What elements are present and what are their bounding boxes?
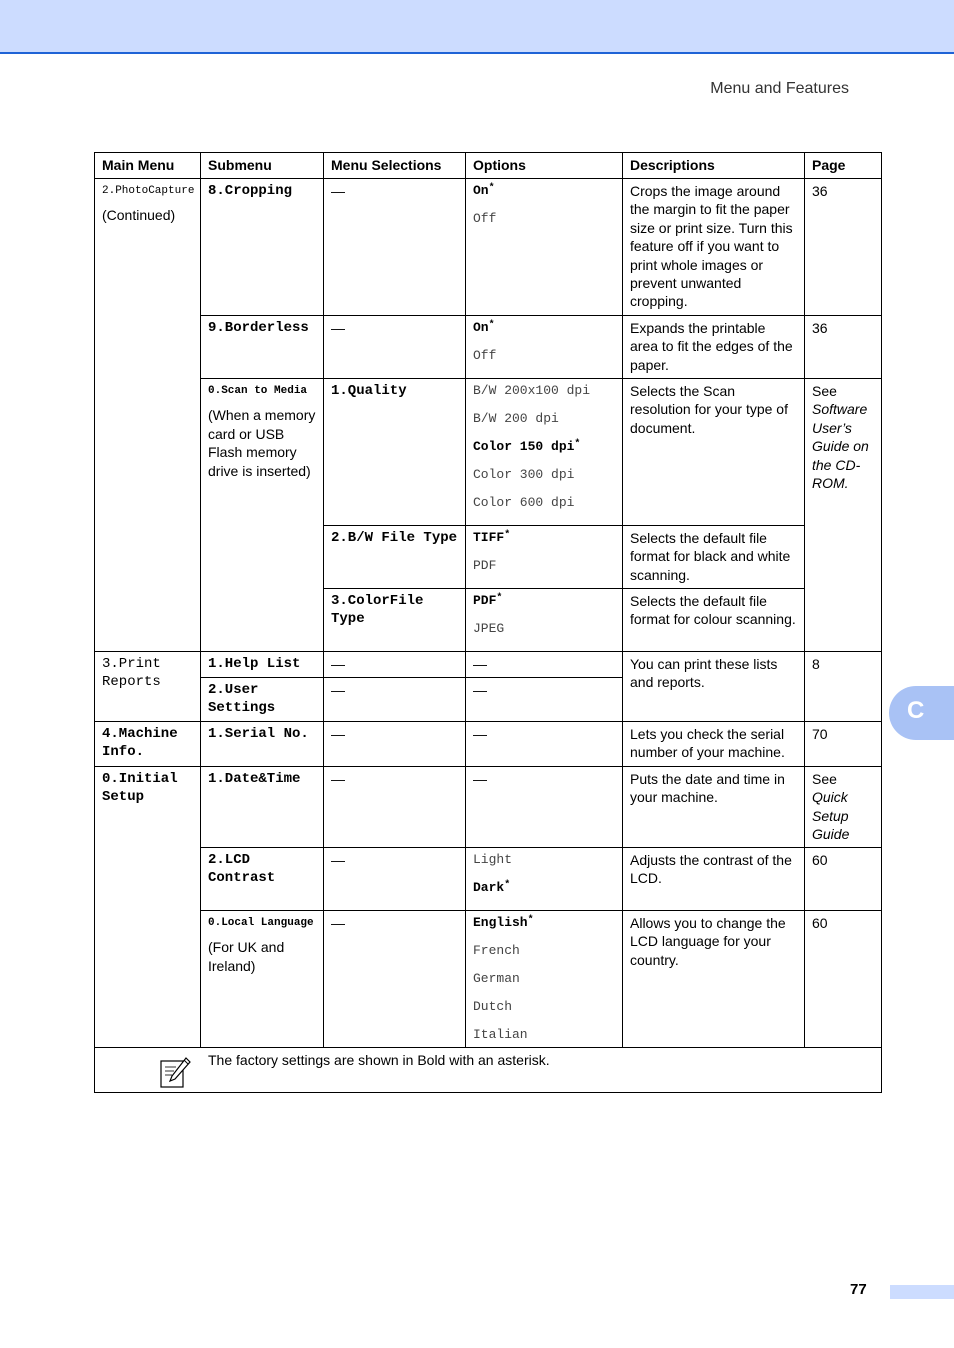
header-menu-selections: Menu Selections — [324, 153, 466, 179]
header-submenu: Submenu — [201, 153, 324, 179]
menu-table — [94, 152, 882, 1093]
header-options: Options — [466, 153, 623, 179]
option-italian: Italian — [473, 1026, 528, 1042]
header-page: Page — [805, 153, 882, 179]
continued-label: (Continued) — [102, 207, 176, 224]
page-ref-quick-setup — [805, 766, 882, 847]
selection-dash: — — [324, 316, 466, 379]
option-off: Off — [473, 211, 497, 226]
option-color-300: Color 300 dpi — [473, 467, 575, 482]
page-ref: 36 — [805, 179, 882, 316]
page-header-title: Menu and Features — [710, 80, 849, 97]
description: Allows you to change the LCD language for your country. — [623, 910, 805, 1047]
option-dash: — — [466, 721, 623, 766]
submenu-date-time: 1.Date&Time — [201, 766, 324, 847]
option-dash: — — [466, 652, 623, 678]
option-tiff: TIFF* — [473, 530, 511, 545]
page-number-bar — [890, 1285, 954, 1299]
main-menu-photocapture — [95, 179, 201, 652]
submenu-note: (For UK and Ireland) — [208, 939, 285, 974]
option-on: On* — [473, 183, 495, 198]
selection-dash: — — [324, 678, 466, 722]
selection-dash: — — [324, 847, 466, 910]
selection-color-file-type: 3.ColorFile Type — [324, 589, 466, 652]
table-row — [95, 379, 882, 526]
main-menu-print-reports: 3.Print Reports — [95, 652, 201, 722]
submenu-lcd-contrast: 2.LCD Contrast — [201, 847, 324, 910]
selection-quality: 1.Quality — [324, 379, 466, 526]
submenu-scan-to-media — [201, 379, 324, 652]
description: Selects the Scan resolution for your type of document. — [623, 379, 805, 526]
table-header-row — [95, 153, 882, 179]
option-english: English* — [473, 914, 534, 930]
submenu-help-list: 1.Help List — [201, 652, 324, 678]
table-row — [95, 721, 882, 766]
option-color-600: Color 600 dpi — [473, 495, 575, 510]
note-row — [95, 1047, 882, 1092]
options-cell — [466, 526, 623, 589]
description: Adjusts the contrast of the LCD. — [623, 847, 805, 910]
note-cell — [95, 1047, 882, 1092]
header-descriptions: Descriptions — [623, 153, 805, 179]
option-dash: — — [466, 766, 623, 847]
option-color-150: Color 150 dpi* — [473, 439, 581, 454]
table-row — [95, 316, 882, 379]
submenu-cropping: 8.Cropping — [201, 179, 324, 316]
option-pdf: PDF — [473, 558, 497, 573]
top-banner — [0, 0, 954, 54]
option-on: On* — [473, 320, 495, 335]
description: Expands the printable area to fit the edges of the paper. — [623, 316, 805, 379]
quick-setup-guide-ref: Quick Setup Guide — [812, 789, 850, 843]
main-menu-initial-setup: 0.Initial Setup — [95, 766, 201, 1047]
submenu-local-language — [201, 910, 324, 1047]
table-row — [95, 847, 882, 910]
submenu-label: 0.Scan to Media — [208, 385, 308, 397]
page-ref-software-guide — [805, 379, 882, 652]
submenu-borderless: 9.Borderless — [201, 316, 324, 379]
options-cell — [466, 589, 623, 652]
selection-bw-file-type: 2.B/W File Type — [324, 526, 466, 589]
submenu-label: 0.Local Language — [208, 916, 314, 929]
selection-dash: — — [324, 910, 466, 1047]
submenu-user-settings: 2.User Settings — [201, 678, 324, 722]
submenu-note: (When a memory card or USB Flash memory drive is inserted) — [208, 407, 316, 479]
option-bw-200: B/W 200 dpi — [473, 411, 559, 426]
option-french: French — [473, 942, 520, 958]
description: Puts the date and time in your machine. — [623, 766, 805, 847]
table-row — [95, 766, 882, 847]
table-row — [95, 179, 882, 316]
page-number: 77 — [850, 1281, 867, 1298]
option-light: Light — [473, 851, 513, 867]
description: Crops the image around the margin to fit the paper size or print size. Turn this feature off if you want to print whole images or prevent unwanted cropping. — [623, 179, 805, 316]
page-ref: 36 — [805, 316, 882, 379]
appendix-tab — [889, 686, 954, 740]
selection-dash: — — [324, 721, 466, 766]
page-ref: 8 — [805, 652, 882, 722]
description: You can print these lists and reports. — [623, 652, 805, 722]
see-label: See — [812, 383, 837, 399]
description: Selects the default file format for colour scanning. — [623, 589, 805, 652]
options-cell — [466, 847, 623, 910]
options-cell — [466, 316, 623, 379]
table-row — [95, 910, 882, 1047]
table-row — [95, 652, 882, 678]
option-pdf: PDF* — [473, 593, 503, 608]
description: Selects the default file format for black and white scanning. — [623, 526, 805, 589]
option-jpeg: JPEG — [473, 621, 505, 636]
options-cell — [466, 910, 623, 1047]
option-dash: — — [466, 678, 623, 722]
selection-dash: — — [324, 179, 466, 316]
option-german: German — [473, 970, 520, 986]
option-dark: Dark* — [473, 879, 511, 895]
appendix-tab-letter: C — [907, 697, 925, 724]
selection-dash: — — [324, 652, 466, 678]
option-off: Off — [473, 348, 497, 363]
option-bw-200x100: B/W 200x100 dpi — [473, 383, 591, 398]
software-guide-ref: Software User’s Guide on the CD-ROM. — [812, 401, 869, 492]
options-cell — [466, 179, 623, 316]
note-pencil-icon — [158, 1055, 192, 1089]
options-cell — [466, 379, 623, 526]
submenu-serial-no: 1.Serial No. — [201, 721, 324, 766]
description: Lets you check the serial number of your machine. — [623, 721, 805, 766]
page-ref: 60 — [805, 910, 882, 1047]
main-menu-machine-info: 4.Machine Info. — [95, 721, 201, 766]
header-main-menu: Main Menu — [95, 153, 201, 179]
note-text: The factory settings are shown in Bold with an asterisk. — [208, 1051, 550, 1068]
selection-dash: — — [324, 766, 466, 847]
option-dutch: Dutch — [473, 998, 513, 1014]
page-ref: 70 — [805, 721, 882, 766]
page-ref: 60 — [805, 847, 882, 910]
see-label: See — [812, 770, 837, 787]
main-menu-label: 2.PhotoCapture — [102, 185, 195, 197]
